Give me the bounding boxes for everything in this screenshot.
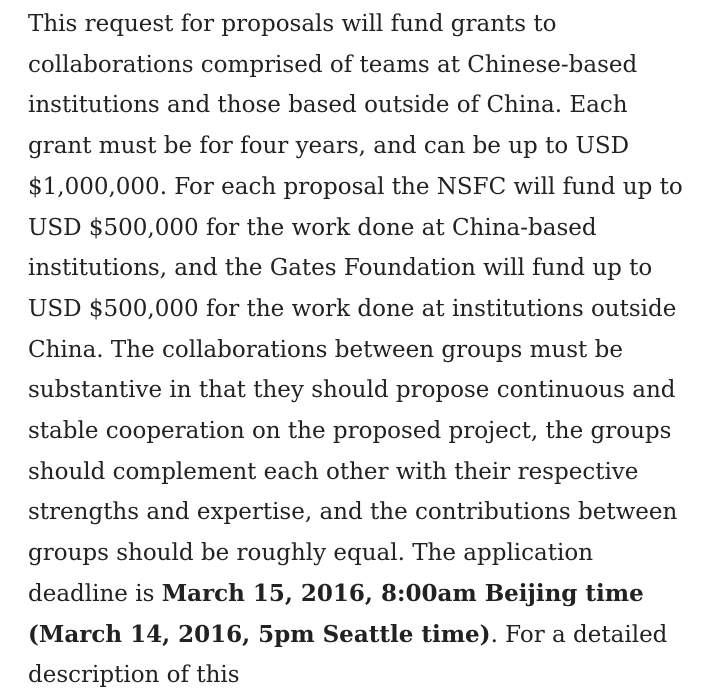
application-deadline: March 15, 2016, 8:00am Beijing time (March 14, 2016, 5pm Seattle time) [28, 579, 644, 648]
paragraph-text-intro: This request for proposals will fund grants to collaborations comprised of teams at Chinese-based institutions and those based outside of China. Each grant must be for four years, and can be up to USD $1,000,000. For each proposal the NSFC will fund up to USD $500,000 for the work done at China-based institutions, and the Gates Foundation will fund up to USD $500,000 for the work done at institutions outside China. The collaborations between groups must be substantive in that they should propose continuous and stable cooperation on the proposed project, the groups should complement each other with their respective strengths and expertise, and the contributions between groups should be roughly equal. The application deadline is [28, 11, 683, 607]
rfp-paragraph [28, 0, 696, 696]
paragraph-text-continuation: . For a detailed description of this [28, 621, 668, 689]
